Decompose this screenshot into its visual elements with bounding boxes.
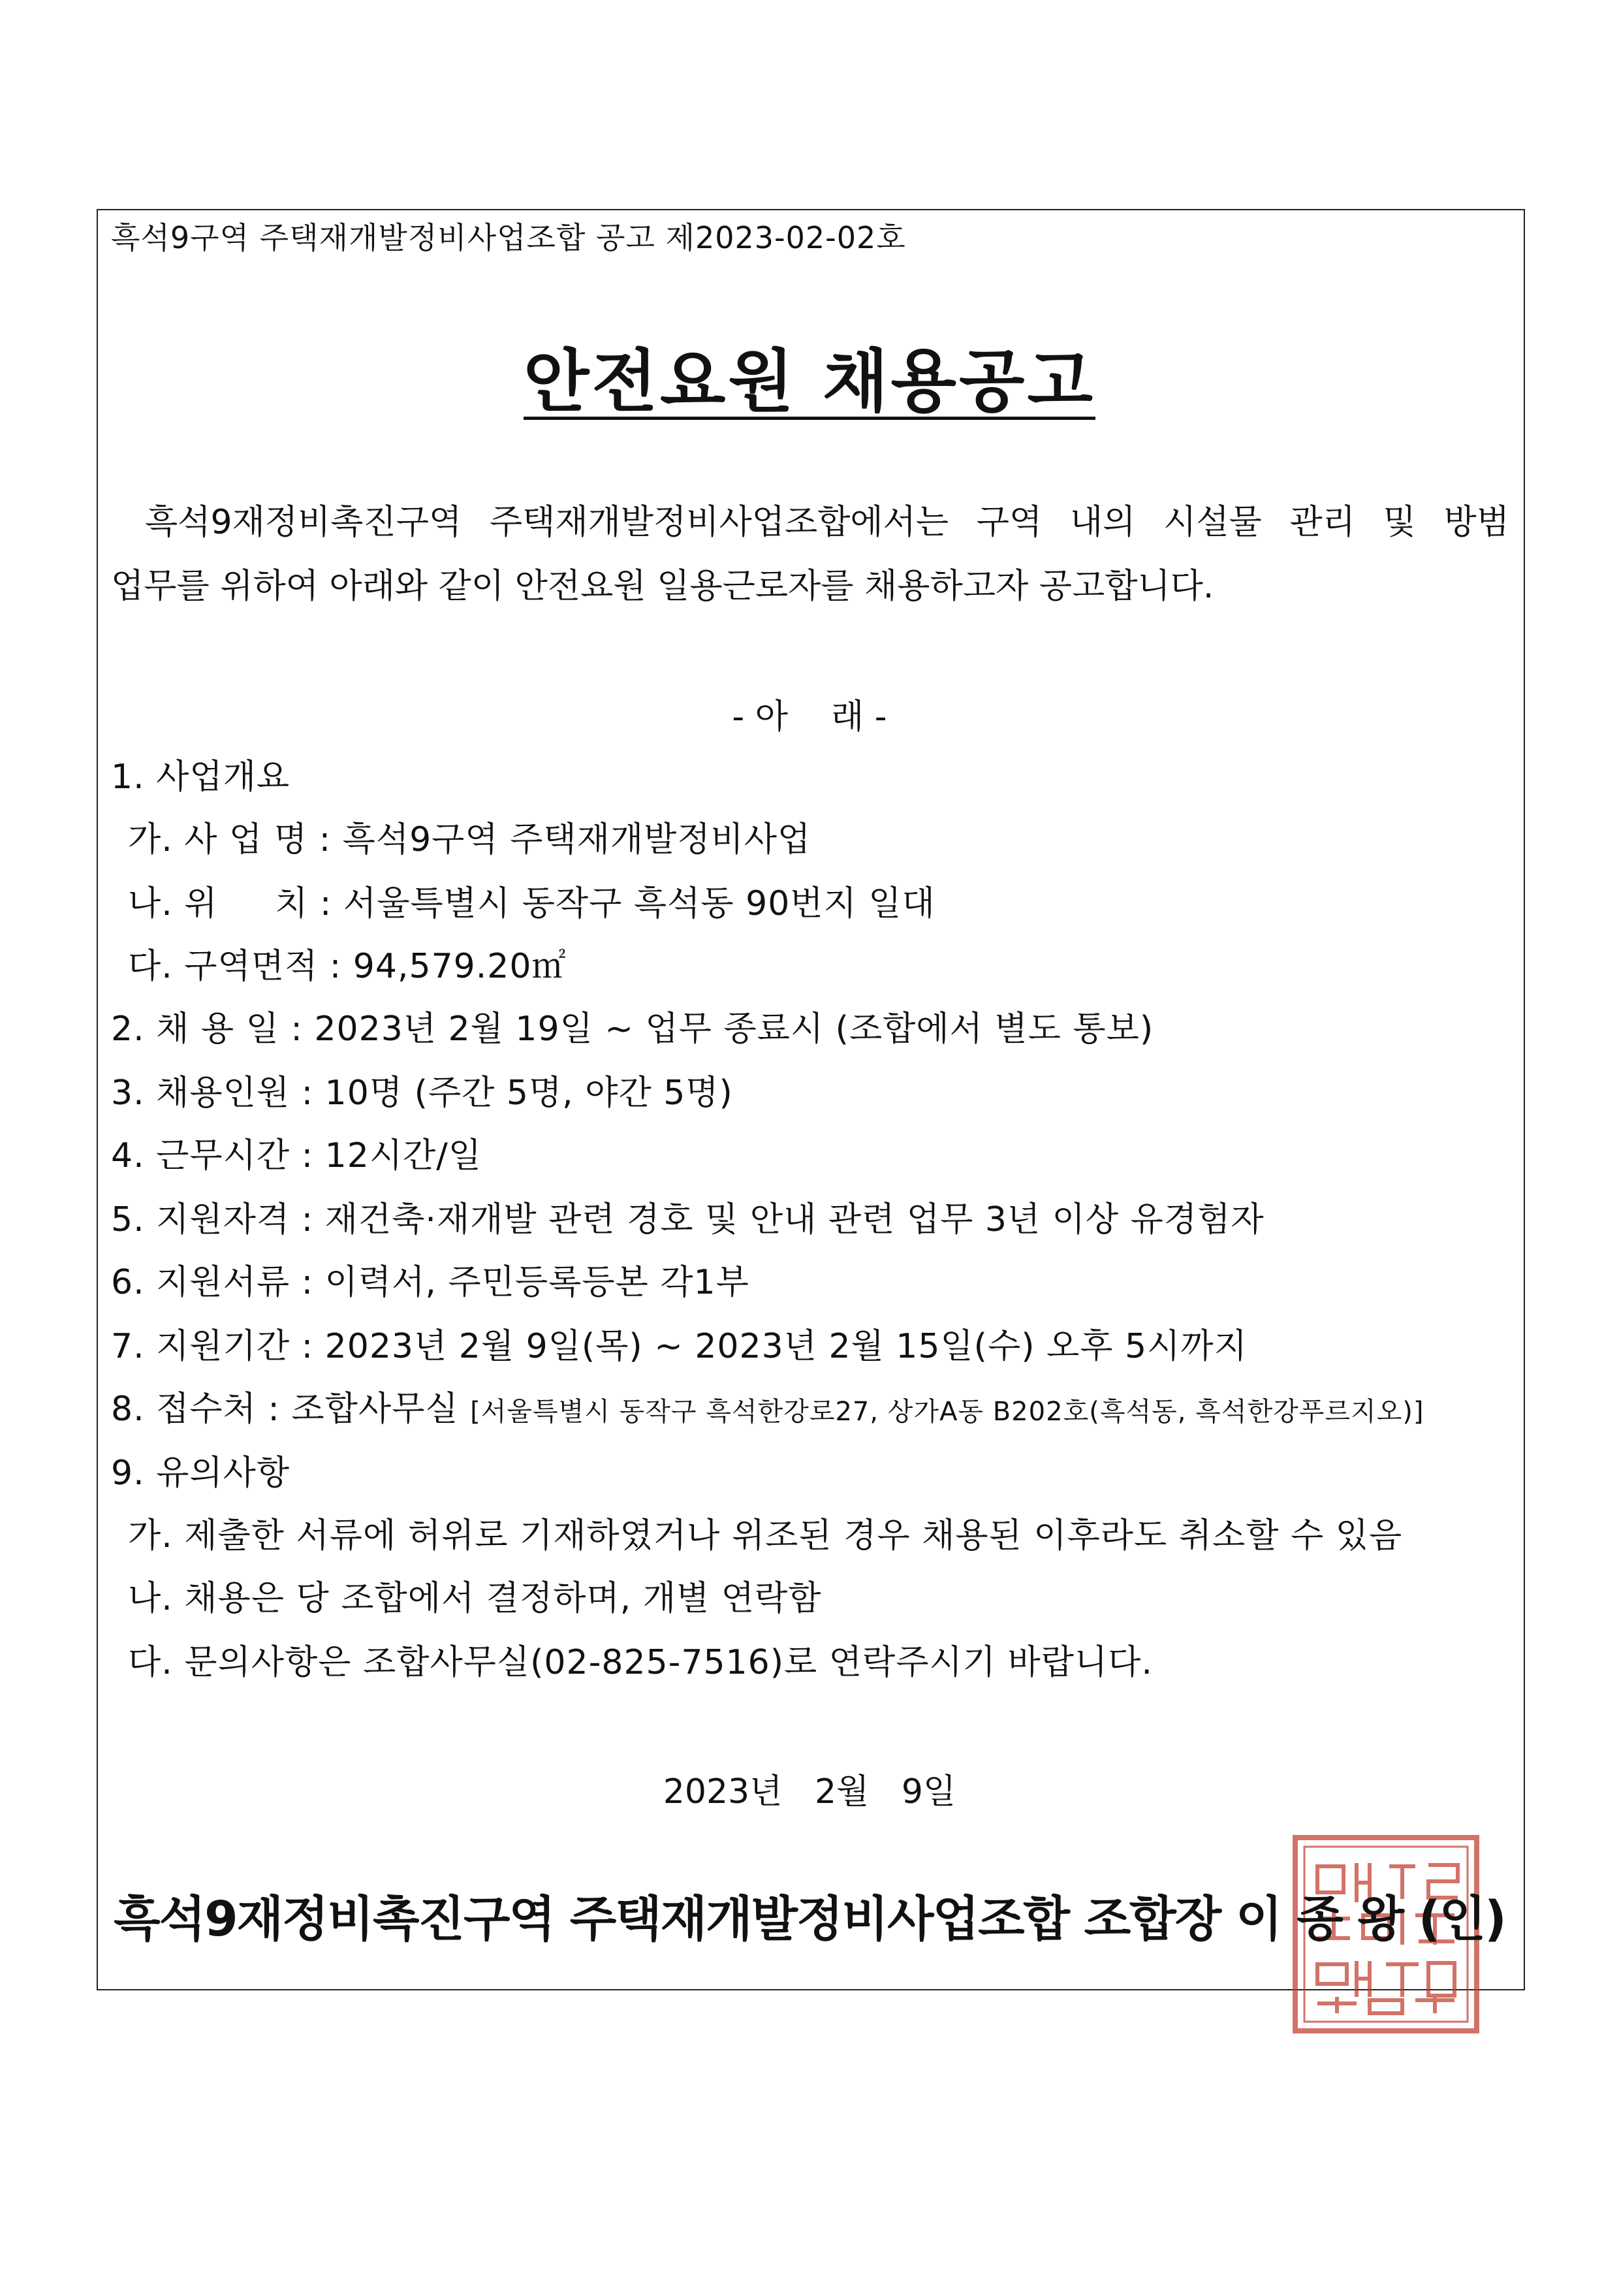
item-8-address: [서울특별시 동작구 흑석한강로27, 상가A동 B202호(흑석동, 흑석한강푸르지오)] [470, 1397, 1424, 1427]
item-9b: 나. 채용은 당 조합에서 결정하며, 개별 연락함 [128, 1579, 822, 1618]
item-2: 2. 채 용 일 : 2023년 2월 19일 ~ 업무 종료시 (조합에서 별도 통보) [111, 1010, 1154, 1049]
item-1b: 나. 위 치 : 서울특별시 동작구 흑석동 90번지 일대 [128, 884, 935, 923]
item-9: 9. 유의사항 [111, 1454, 291, 1493]
item-1a: 가. 사 업 명 : 흑석9구역 주택재개발정비사업 [128, 820, 811, 859]
item-1c: 다. 구역면적 : 94,579.20㎡ [128, 947, 567, 986]
title-text: 안전요원 채용공고 [524, 342, 1095, 421]
item-9a: 가. 제출한 서류에 허위로 기재하였거나 위조된 경우 채용된 이후라도 취소할 수 있음 [128, 1516, 1403, 1555]
item-7: 7. 지원기간 : 2023년 2월 9일(목) ~ 2023년 2월 15일(수) 오후 5시까지 [111, 1327, 1248, 1366]
page-title [0, 327, 1619, 424]
item-5: 5. 지원자격 : 재건축·재개발 관련 경호 및 안내 관련 업무 3년 이상 유경험자 [111, 1200, 1265, 1239]
notice-number: 흑석9구역 주택재개발정비사업조합 공고 제2023-02-02호 [111, 220, 906, 255]
item-6: 6. 지원서류 : 이력서, 주민등록등본 각1부 [111, 1263, 749, 1302]
item-1: 1. 사업개요 [111, 757, 291, 797]
item-9c: 다. 문의사항은 조합사무실(02-825-7516)로 연락주시기 바랍니다. [128, 1643, 1153, 1682]
item-8-label: 8. 접수처 : 조합사무실 [111, 1390, 471, 1429]
item-4: 4. 근무시간 : 12시간/일 [111, 1136, 482, 1175]
signer-line: 흑석9재정비촉진구역 주택재개발정비사업조합 조합장 이 종 왕 (인) [114, 1891, 1505, 1947]
item-3: 3. 채용인원 : 10명 (주간 5명, 야간 5명) [111, 1074, 733, 1113]
item-8 [111, 1390, 1424, 1431]
below-heading: - 아 래 - [732, 697, 887, 737]
notice-date: 2023년 2월 9일 [663, 1772, 956, 1811]
intro-line-1: 흑석9재정비촉진구역 주택재개발정비사업조합에서는 구역 내의 시설물 관리 및 방범 [145, 503, 1509, 542]
intro-line-2: 업무를 위하여 아래와 같이 안전요원 일용근로자를 채용하고자 공고합니다. [111, 567, 1214, 606]
